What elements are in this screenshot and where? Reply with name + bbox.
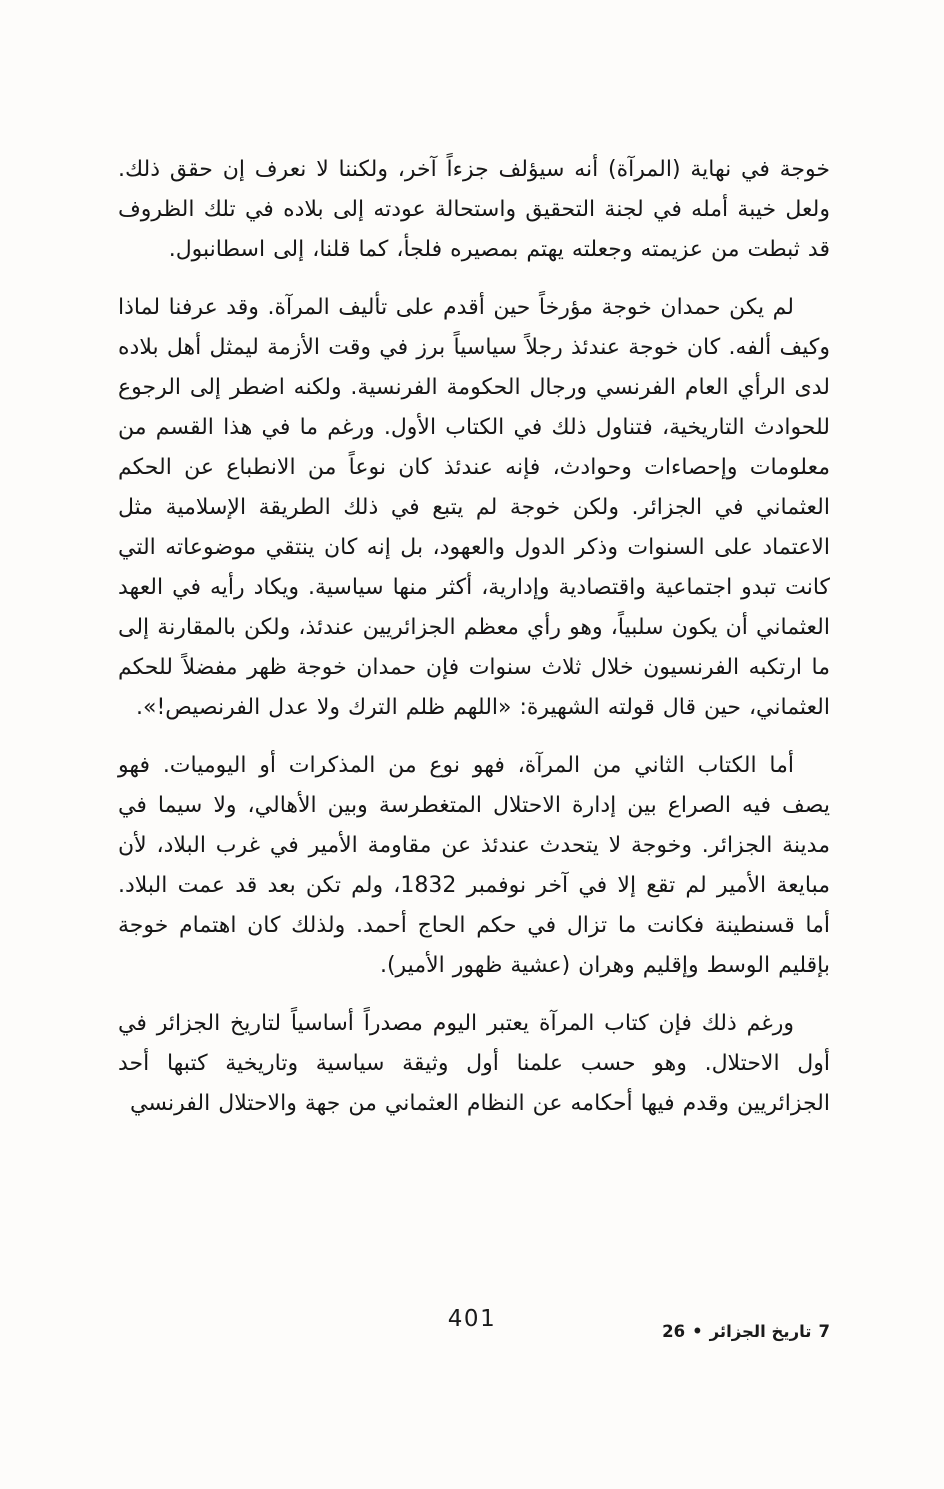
paragraph-4: ورغم ذلك فإن كتاب المرآة يعتبر اليوم مصدراً أساسياً لتاريخ الجزائر في أول الاحتلال. وهو حسب علمنا أول وثيقة سياسية وتاريخية كتبها أحد الجزائريين وقدم فيها أحكامه عن النظام العثماني من جهة والاحتلال الفرنسي: [118, 1011, 830, 1116]
page-text-block: [118, 150, 830, 1142]
paragraph-2: لم يكن حمدان خوجة مؤرخاً حين أقدم على تأليف المرآة. وقد عرفنا لماذا وكيف ألفه. كان خوجة عندئذ رجلاً سياسياً برز في وقت الأزمة ليمثل أهل بلاده لدى الرأي العام الفرنسي ورجال الحكومة الفرنسية. ولكنه اضطر إلى الرجوع للحوادث التاريخية، فتناول ذلك في الكتاب الأول. ورغم ما في هذا القسم من معلومات وإحصاءات وحوادث، فإنه عندئذ كان نوعاً من الانطباع عن الحكم العثماني في الجزائر. ولكن خوجة لم يتبع في ذلك الطريقة الإسلامية مثل الاعتماد على السنوات وذكر الدول والعهود، بل إنه كان ينتقي موضوعاته التي كانت تبدو اجتماعية واقتصادية وإدارية، أكثر منها سياسية. ويكاد رأيه في العهد العثماني أن يكون سلبياً، وهو رأي معظم الجزائريين عندئذ، ولكن بالمقارنة إلى ما ارتكبه الفرنسيون خلال ثلاث سنوات فإن حمدان خوجة ظهر مفضلاً للحكم العثماني، حين قال قولته الشهيرة: «اللهم ظلم الترك ولا عدل الفرنصيص!».: [118, 295, 830, 720]
paragraph-3: أما الكتاب الثاني من المرآة، فهو نوع من المذكرات أو اليوميات. فهو يصف فيه الصراع بين إدارة الاحتلال المتغطرسة وبين الأهالي، ولا سيما في مدينة الجزائر. وخوجة لا يتحدث عندئذ عن مقاومة الأمير في غرب البلاد، لأن مبايعة الأمير لم تقع إلا في آخر نوفمبر 1832، ولم تكن بعد قد عمت البلاد. أما قسنطينة فكانت ما تزال في حكم الحاج أحمد. ولذلك كان اهتمام خوجة بإقليم الوسط وإقليم وهران (عشية ظهور الأمير).: [118, 753, 831, 978]
volume-number: 7: [818, 1322, 830, 1341]
book-title: تاريخ الجزائر: [709, 1322, 812, 1341]
signature-separator-icon: •: [692, 1322, 703, 1341]
signature-mark: [662, 1322, 830, 1341]
page-number: 401: [447, 1306, 497, 1332]
paragraph-1: خوجة في نهاية (المرآة) أنه سيؤلف جزءاً آخر، ولكننا لا نعرف إن حقق ذلك. ولعل خيبة أمله في لجنة التحقيق واستحالة عودته إلى بلاده في تلك الظروف قد ثبطت من عزيمته وجعلته يهتم بمصيره فلجأ، كما قلنا، إلى اسطانبول.: [118, 157, 830, 262]
gathering-number: 26: [662, 1322, 686, 1341]
